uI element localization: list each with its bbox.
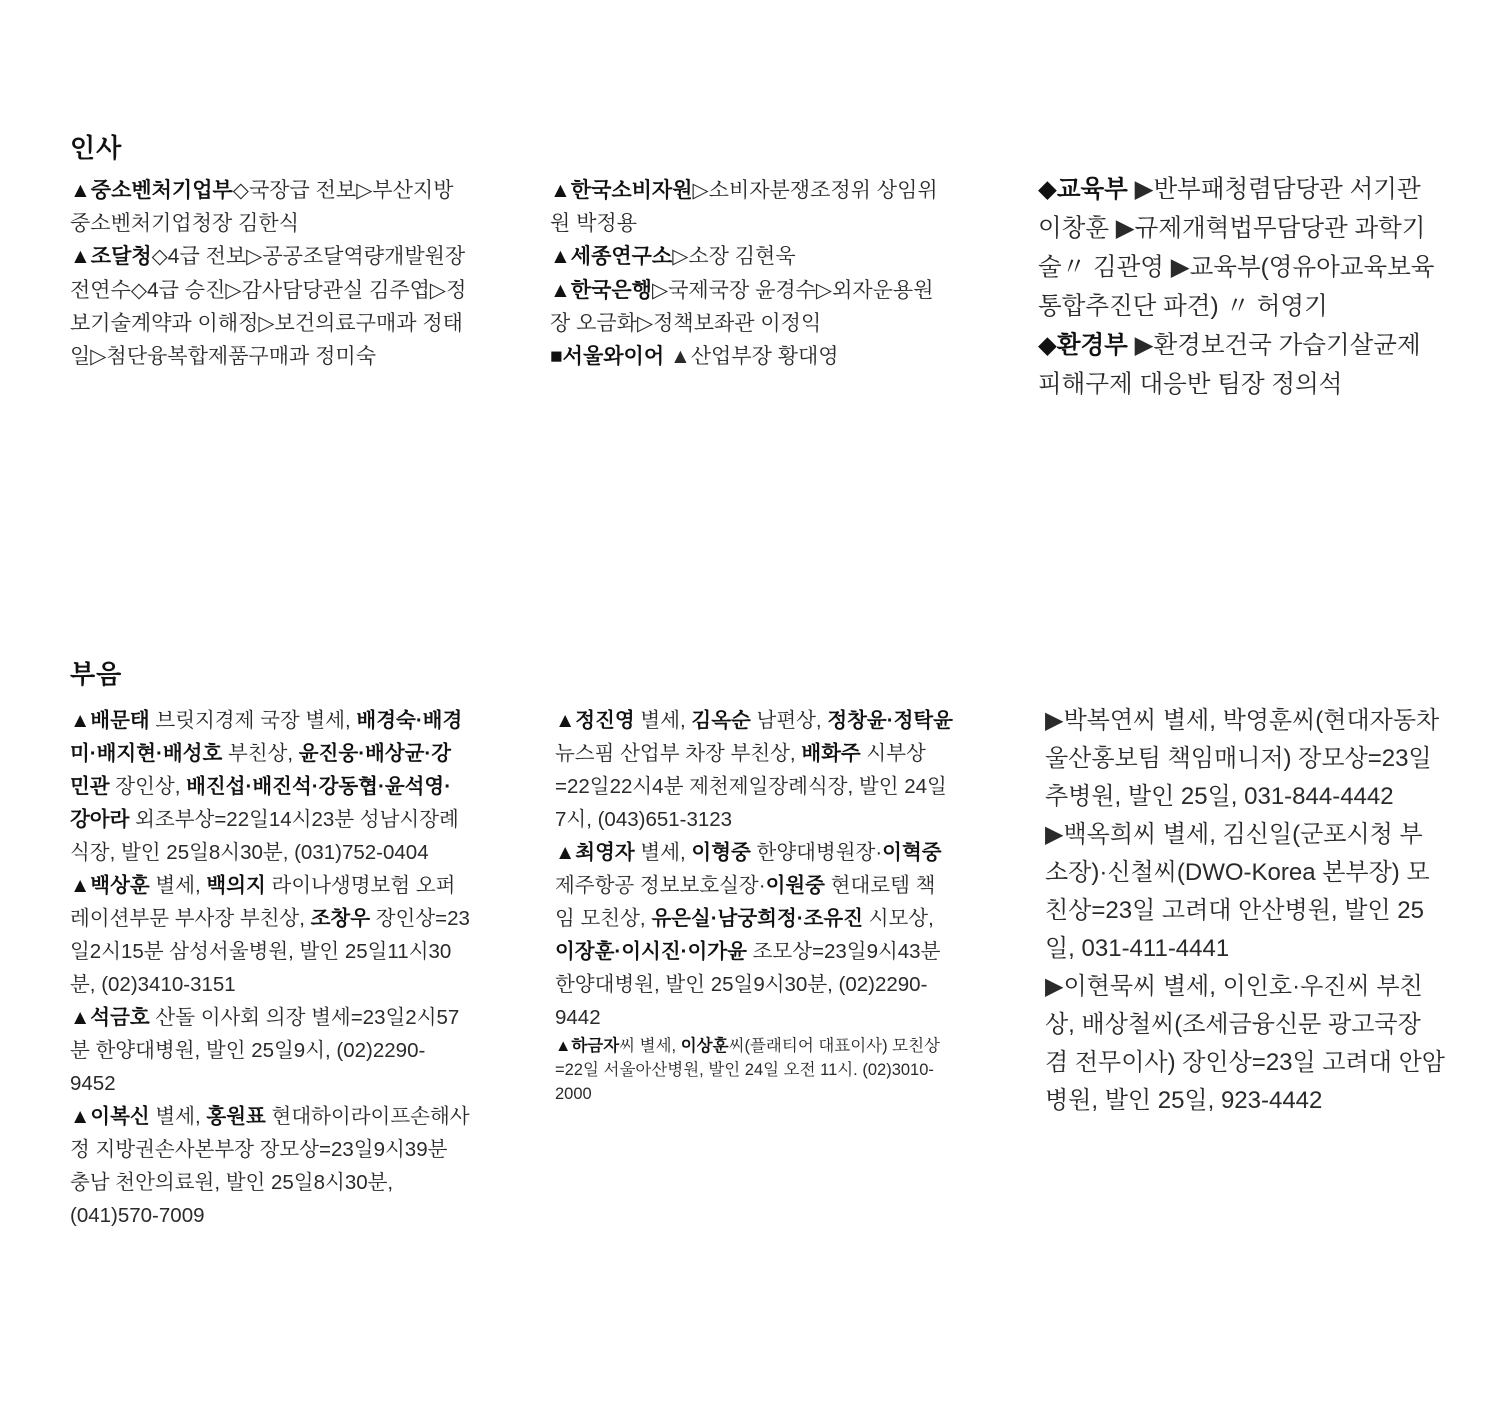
bold-name: 정창윤·정탁윤: [827, 709, 953, 732]
entry-text: 별세,: [149, 1105, 207, 1128]
org-name: ▲한국소비자원: [550, 179, 693, 202]
org-name: ▲한국은행: [550, 278, 652, 302]
insa-column-2: [550, 174, 950, 373]
entry-text: ▶반부패청렴담당관 서기관 이창훈 ▶규제개혁법무담당관 과학기술〃 김관영 ▶교육부(영유아교육보육통합추진단 파견) 〃 허영기: [1038, 176, 1435, 320]
list-item: [550, 340, 950, 373]
list-item: [550, 174, 950, 240]
entry-text: 라이나생명보험 오퍼레이션부문 부사장 부친상,: [70, 874, 456, 930]
obituary-entry: [555, 704, 955, 836]
bold-name: 조창우: [310, 907, 371, 930]
org-name: ◆환경부: [1038, 332, 1128, 359]
bold-name: 이형중: [691, 841, 751, 864]
obituary-entry: [70, 704, 470, 869]
bold-name: 이원중: [765, 874, 825, 897]
org-name: ■서울와이어: [550, 345, 665, 369]
bold-name: 배경숙·배경미·배지현·배성호: [70, 709, 463, 765]
bueum-column-1: [70, 704, 470, 1232]
entry-text: 씨(플래티어 대표이사) 모친상=22일 서울아산병원, 발인 24일 오전 11시. (02)3010-2000: [555, 1037, 940, 1103]
list-item: [550, 274, 950, 340]
entry-text: 별세,: [634, 709, 692, 732]
entry-text: 별세,: [634, 841, 692, 864]
entry-text: 산돌 이사회 의장 별세=23일2시57분 한양대병원, 발인 25일9시, (02)2290-9452: [70, 1006, 460, 1095]
entry-text: 시모상,: [863, 907, 934, 930]
bold-name: ▲최영자: [555, 841, 635, 864]
bold-name: 유은실·남궁희정·조유진: [651, 907, 863, 930]
bold-name: 배진섭·배진석·강동협·윤석영·강아라: [70, 775, 452, 831]
obituary-entry: [70, 1001, 470, 1100]
list-item: [1038, 326, 1443, 404]
bold-name: ▲하금자: [555, 1037, 620, 1055]
insa-column-1: [70, 174, 470, 373]
entry-text: 제주항공 정보보호실장·: [555, 874, 766, 897]
bueum-column-2-main: [555, 704, 955, 1034]
org-name: ▲중소벤처기업부: [70, 179, 233, 202]
bold-name: 배화주: [801, 742, 861, 765]
bold-name: ▲이복신: [70, 1105, 150, 1128]
entry-text: 부친상,: [222, 742, 299, 765]
entry-text: ▲산업부장 황대영: [664, 345, 839, 369]
bueum-heading: 부음: [70, 659, 123, 689]
obituary-entry: ▶박복연씨 별세, 박영훈씨(현대자동차 울산홍보팀 책임매니저) 장모상=23일 추병원, 발인 25일, 031-844-4442: [1045, 707, 1440, 810]
bold-name: ▲배문태: [70, 709, 150, 732]
entry-text: 장인상,: [109, 775, 187, 798]
entry-text: 한양대병원장·: [750, 841, 883, 864]
bueum-column-3: [1045, 702, 1445, 1120]
bold-name: 이장훈·이시진·이가윤: [555, 940, 747, 963]
obituary-entry: [555, 1034, 955, 1106]
obituary-entry: [70, 869, 470, 1001]
entry-text: 브릿지경제 국장 별세,: [149, 709, 357, 732]
bold-name: 윤진웅·배상균·강민관: [70, 742, 452, 798]
entry-text: 외조부상=22일14시23분 성남시장례식장, 발인 25일8시30분, (031)752-0404: [70, 808, 459, 864]
entry-text: ◇국장급 전보▷부산지방중소벤처기업청장 김한식: [70, 179, 454, 236]
entry-text: 장인상=23일2시15분 삼성서울병원, 발인 25일11시30분, (02)3410-3151: [70, 907, 470, 996]
list-item: [70, 240, 470, 373]
entry-text: ▶환경보건국 가습기살균제피해구제 대응반 팀장 정의석: [1038, 332, 1421, 398]
bold-name: ▲정진영: [555, 709, 635, 732]
insa-heading: 인사: [70, 133, 123, 163]
bold-name: ▲백상훈: [70, 874, 150, 897]
entry-text: 별세,: [149, 874, 207, 897]
org-name: ◆교육부: [1038, 176, 1128, 203]
obituary-entry: ▶백옥희씨 별세, 김신일(군포시청 부소장)·신철씨(DWO-Korea 본부장) 모친상=23일 고려대 안산병원, 발인 25일, 031-411-4441: [1045, 821, 1430, 962]
bold-name: 이혁중: [882, 841, 942, 864]
org-name: ▲세종연구소: [550, 245, 673, 269]
org-name: ▲조달청: [70, 245, 152, 269]
obituary-entry: [555, 836, 955, 1034]
obituary-entry: ▶이현묵씨 별세, 이인호·우진씨 부친상, 배상철씨(조세금융신문 광고국장 겸 전무이사) 장인상=23일 고려대 안암병원, 발인 25일, 923-4442: [1045, 973, 1445, 1114]
entry-text: 현대로템 책임 모친상,: [555, 874, 936, 930]
list-item: [1038, 170, 1443, 326]
insa-column-3: [1038, 170, 1443, 404]
entry-text: 조모상=23일9시43분 한양대병원, 발인 25일9시30분, (02)2290-9442: [555, 940, 941, 1029]
bueum-column-2: [555, 704, 955, 1106]
bold-name: 홍원표: [206, 1105, 266, 1128]
list-item: [70, 174, 470, 240]
list-item: [550, 240, 950, 273]
entry-text: 시부상=22일22시4분 제천제일장례식장, 발인 24일7시, (043)651-3123: [555, 742, 947, 831]
bold-name: 이상훈: [680, 1037, 729, 1055]
obituary-entry: [70, 1100, 470, 1232]
bold-name: ▲석금호: [70, 1006, 150, 1029]
entry-text: 씨 별세,: [619, 1037, 681, 1055]
bold-name: 김옥순: [691, 709, 751, 732]
entry-text: ▷국제국장 윤경수▷외자운용원장 오금화▷정책보좌관 이정익: [550, 278, 934, 335]
entry-text: ▷소비자분쟁조정위 상임위원 박정용: [550, 179, 938, 236]
entry-text: ◇4급 전보▷공공조달역량개발원장 전연수◇4급 승진▷감사담당관실 김주엽▷정보기술계약과 이해정▷보건의료구매과 정태일▷첨단융복합제품구매과 정미숙: [70, 245, 467, 369]
entry-text: 남편상,: [750, 709, 828, 732]
entry-text: 현대하이라이프손해사정 지방권손사본부장 장모상=23일9시39분 충남 천안의료원, 발인 25일8시30분, (041)570-7009: [70, 1105, 470, 1227]
entry-text: 뉴스핌 산업부 차장 부친상,: [555, 742, 802, 765]
entry-text: ▷소장 김현욱: [672, 245, 796, 269]
bold-name: 백의지: [206, 874, 266, 897]
